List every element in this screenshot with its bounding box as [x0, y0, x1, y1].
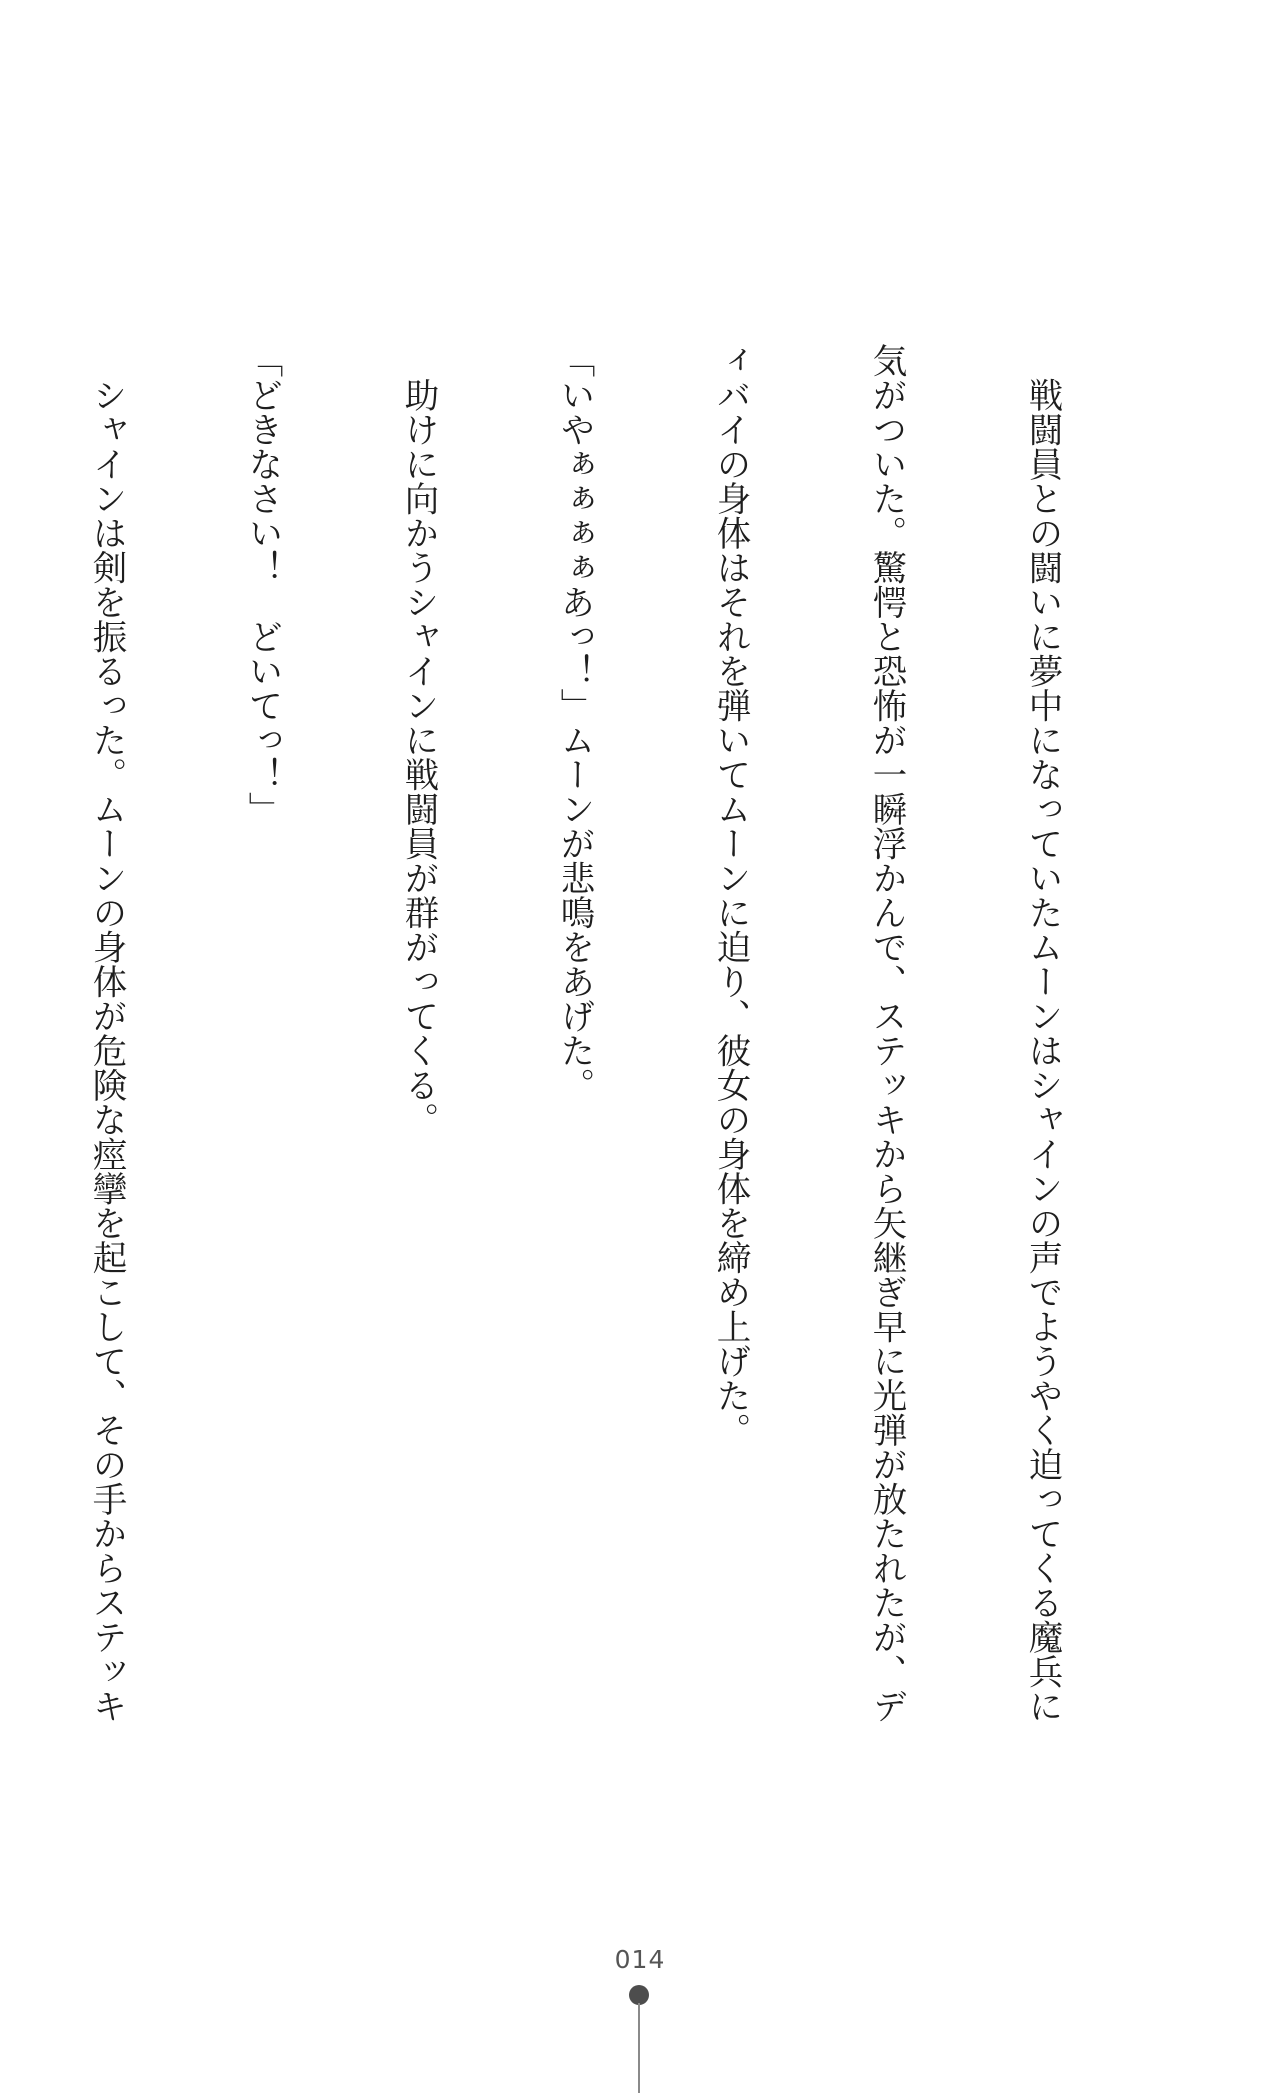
- page-number: 014: [614, 1945, 666, 1974]
- text-line: 気がついた。驚愕と恐怖が一瞬浮かんで、ステッキから矢継ぎ早に光弾が放たれたが、デ: [866, 343, 906, 1723]
- text-line: 戦闘員との闘いに夢中になっていたムーンはシャインの声でようやく迫ってくる魔兵に: [1022, 343, 1062, 1723]
- text-line: 助けに向かうシャインに戦闘員が群がってくる。: [398, 343, 438, 1137]
- body-text: [0, 343, 1172, 1723]
- text-line: 「どきなさい！ どいてっ！」: [242, 343, 282, 826]
- page-marker-line: [638, 2003, 640, 2093]
- text-line: ィバイの身体はそれを弾いてムーンに迫り、彼女の身体を締め上げた。: [710, 343, 750, 1447]
- page-marker-dot: [629, 1985, 649, 2005]
- text-line: 「いやぁぁぁぁあっ！」ムーンが悲鳴をあげた。: [554, 343, 594, 1102]
- text-line: シャインは剣を振るった。ムーンの身体が危険な痙攣を起こして、その手からステッキ: [86, 343, 126, 1723]
